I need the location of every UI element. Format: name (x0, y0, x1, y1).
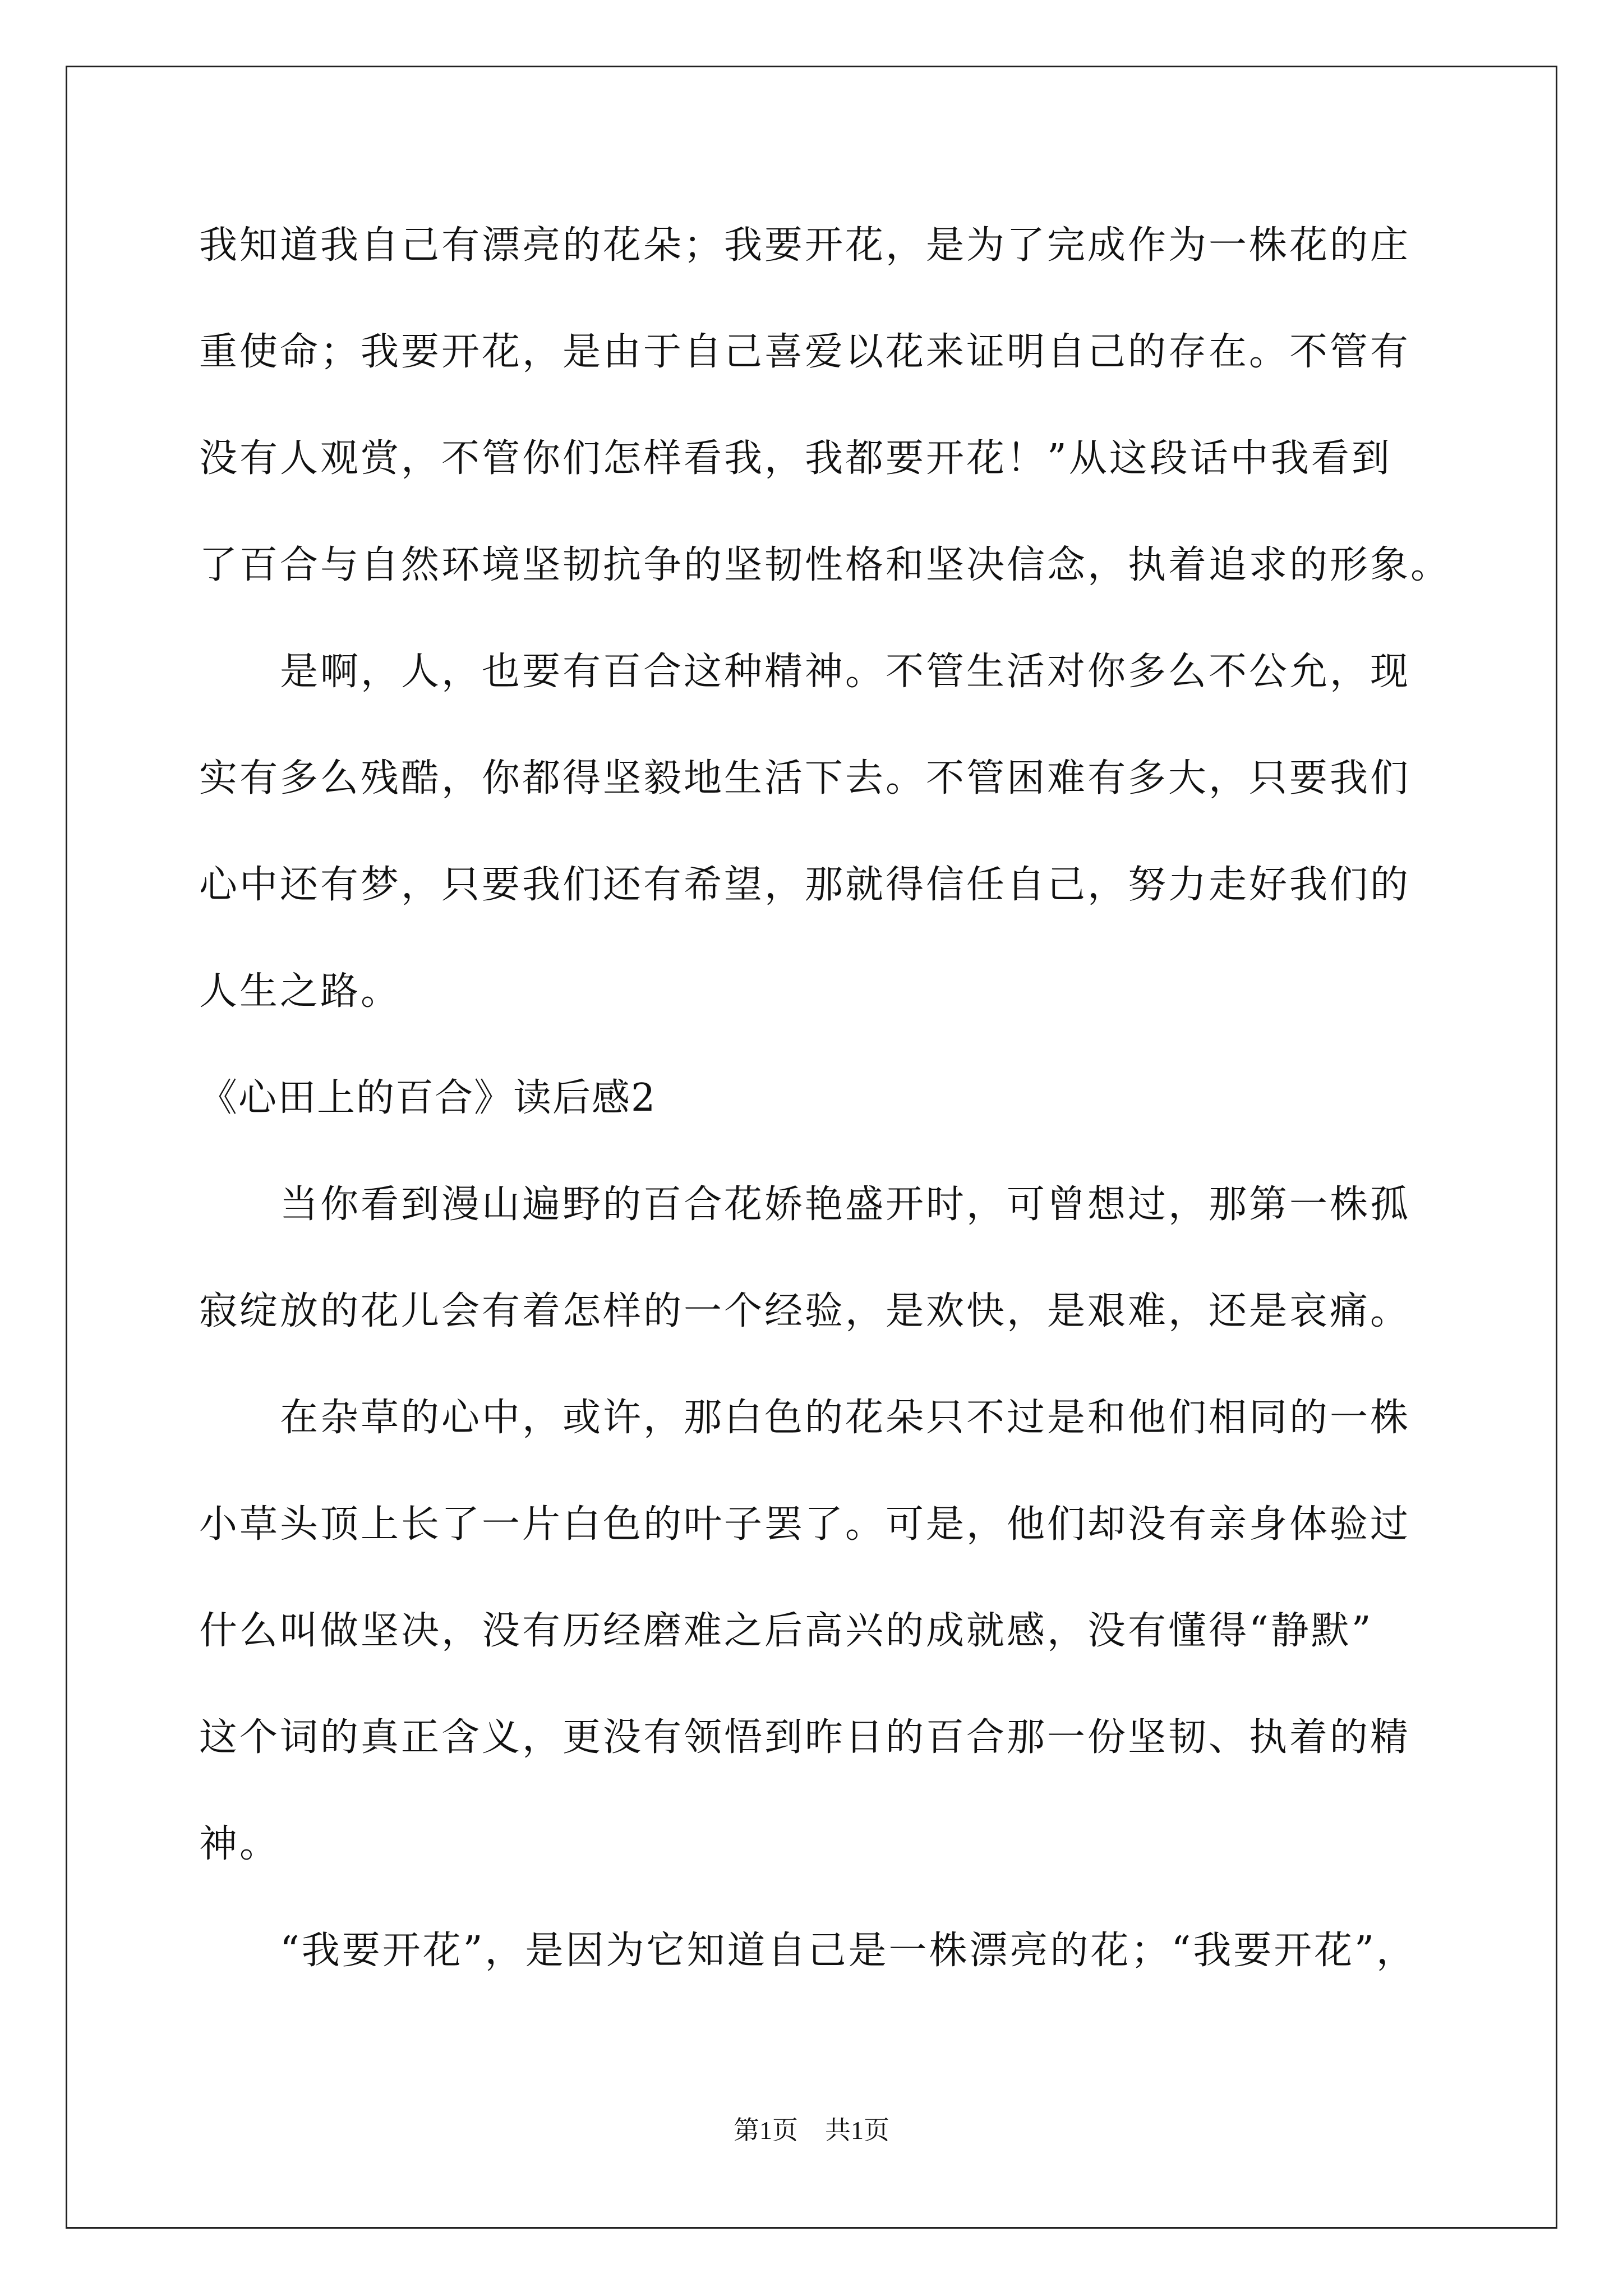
paragraph-line: 寂绽放的花儿会有着怎样的一个经验，是欢快，是艰难，还是哀痛。 (199, 1289, 1411, 1333)
paragraph-line: 重使命；我要开花，是由于自己喜爱以花来证明自己的存在。不管有 (199, 330, 1411, 374)
paragraph-line: 神。 (199, 1822, 280, 1866)
paragraph-line: 当你看到漫山遍野的百合花娇艳盛开时，可曾想过，那第一株孤 (280, 1182, 1411, 1227)
paragraph-line: 在杂草的心中，或许，那白色的花朵只不过是和他们相同的一株 (280, 1396, 1411, 1440)
paragraph-line: 心中还有梦，只要我们还有希望，那就得信任自己，努力走好我们的 (199, 863, 1411, 907)
paragraph-line: 实有多么残酷，你都得坚毅地生活下去。不管困难有多大，只要我们 (199, 756, 1411, 800)
paragraph-line: 我知道我自己有漂亮的花朵；我要开花，是为了完成作为一株花的庄 (199, 223, 1411, 268)
page-footer (0, 2114, 1623, 2147)
page-number: 第1页 (734, 2116, 798, 2145)
paragraph-line: 没有人观赏，不管你们怎样看我，我都要开花！”从这段话中我看到 (199, 436, 1392, 481)
paragraph-line: 什么叫做坚决，没有历经磨难之后高兴的成就感，没有懂得“静默” (199, 1609, 1373, 1653)
paragraph-line: 小草头顶上长了一片白色的叶子罢了。可是，他们却没有亲身体验过 (199, 1502, 1411, 1547)
document-body (199, 219, 1451, 1978)
paragraph-line: 人生之路。 (199, 969, 402, 1014)
total-pages: 共1页 (825, 2116, 889, 2145)
paragraph-line: 这个词的真正含义，更没有领悟到昨日的百合那一份坚韧、执着的精 (199, 1715, 1411, 1760)
paragraph-line: 了百合与自然环境坚韧抗争的坚韧性格和坚决信念，执着追求的形象。 (199, 543, 1451, 587)
section-heading: 《心田上的百合》读后感2 (199, 1076, 657, 1120)
paragraph-line: 是啊，人，也要有百合这种精神。不管生活对你多么不公允，现 (280, 650, 1411, 694)
paragraph-line: “我要开花”，是因为它知道自己是一株漂亮的花；“我要开花”， (280, 1929, 1417, 1973)
